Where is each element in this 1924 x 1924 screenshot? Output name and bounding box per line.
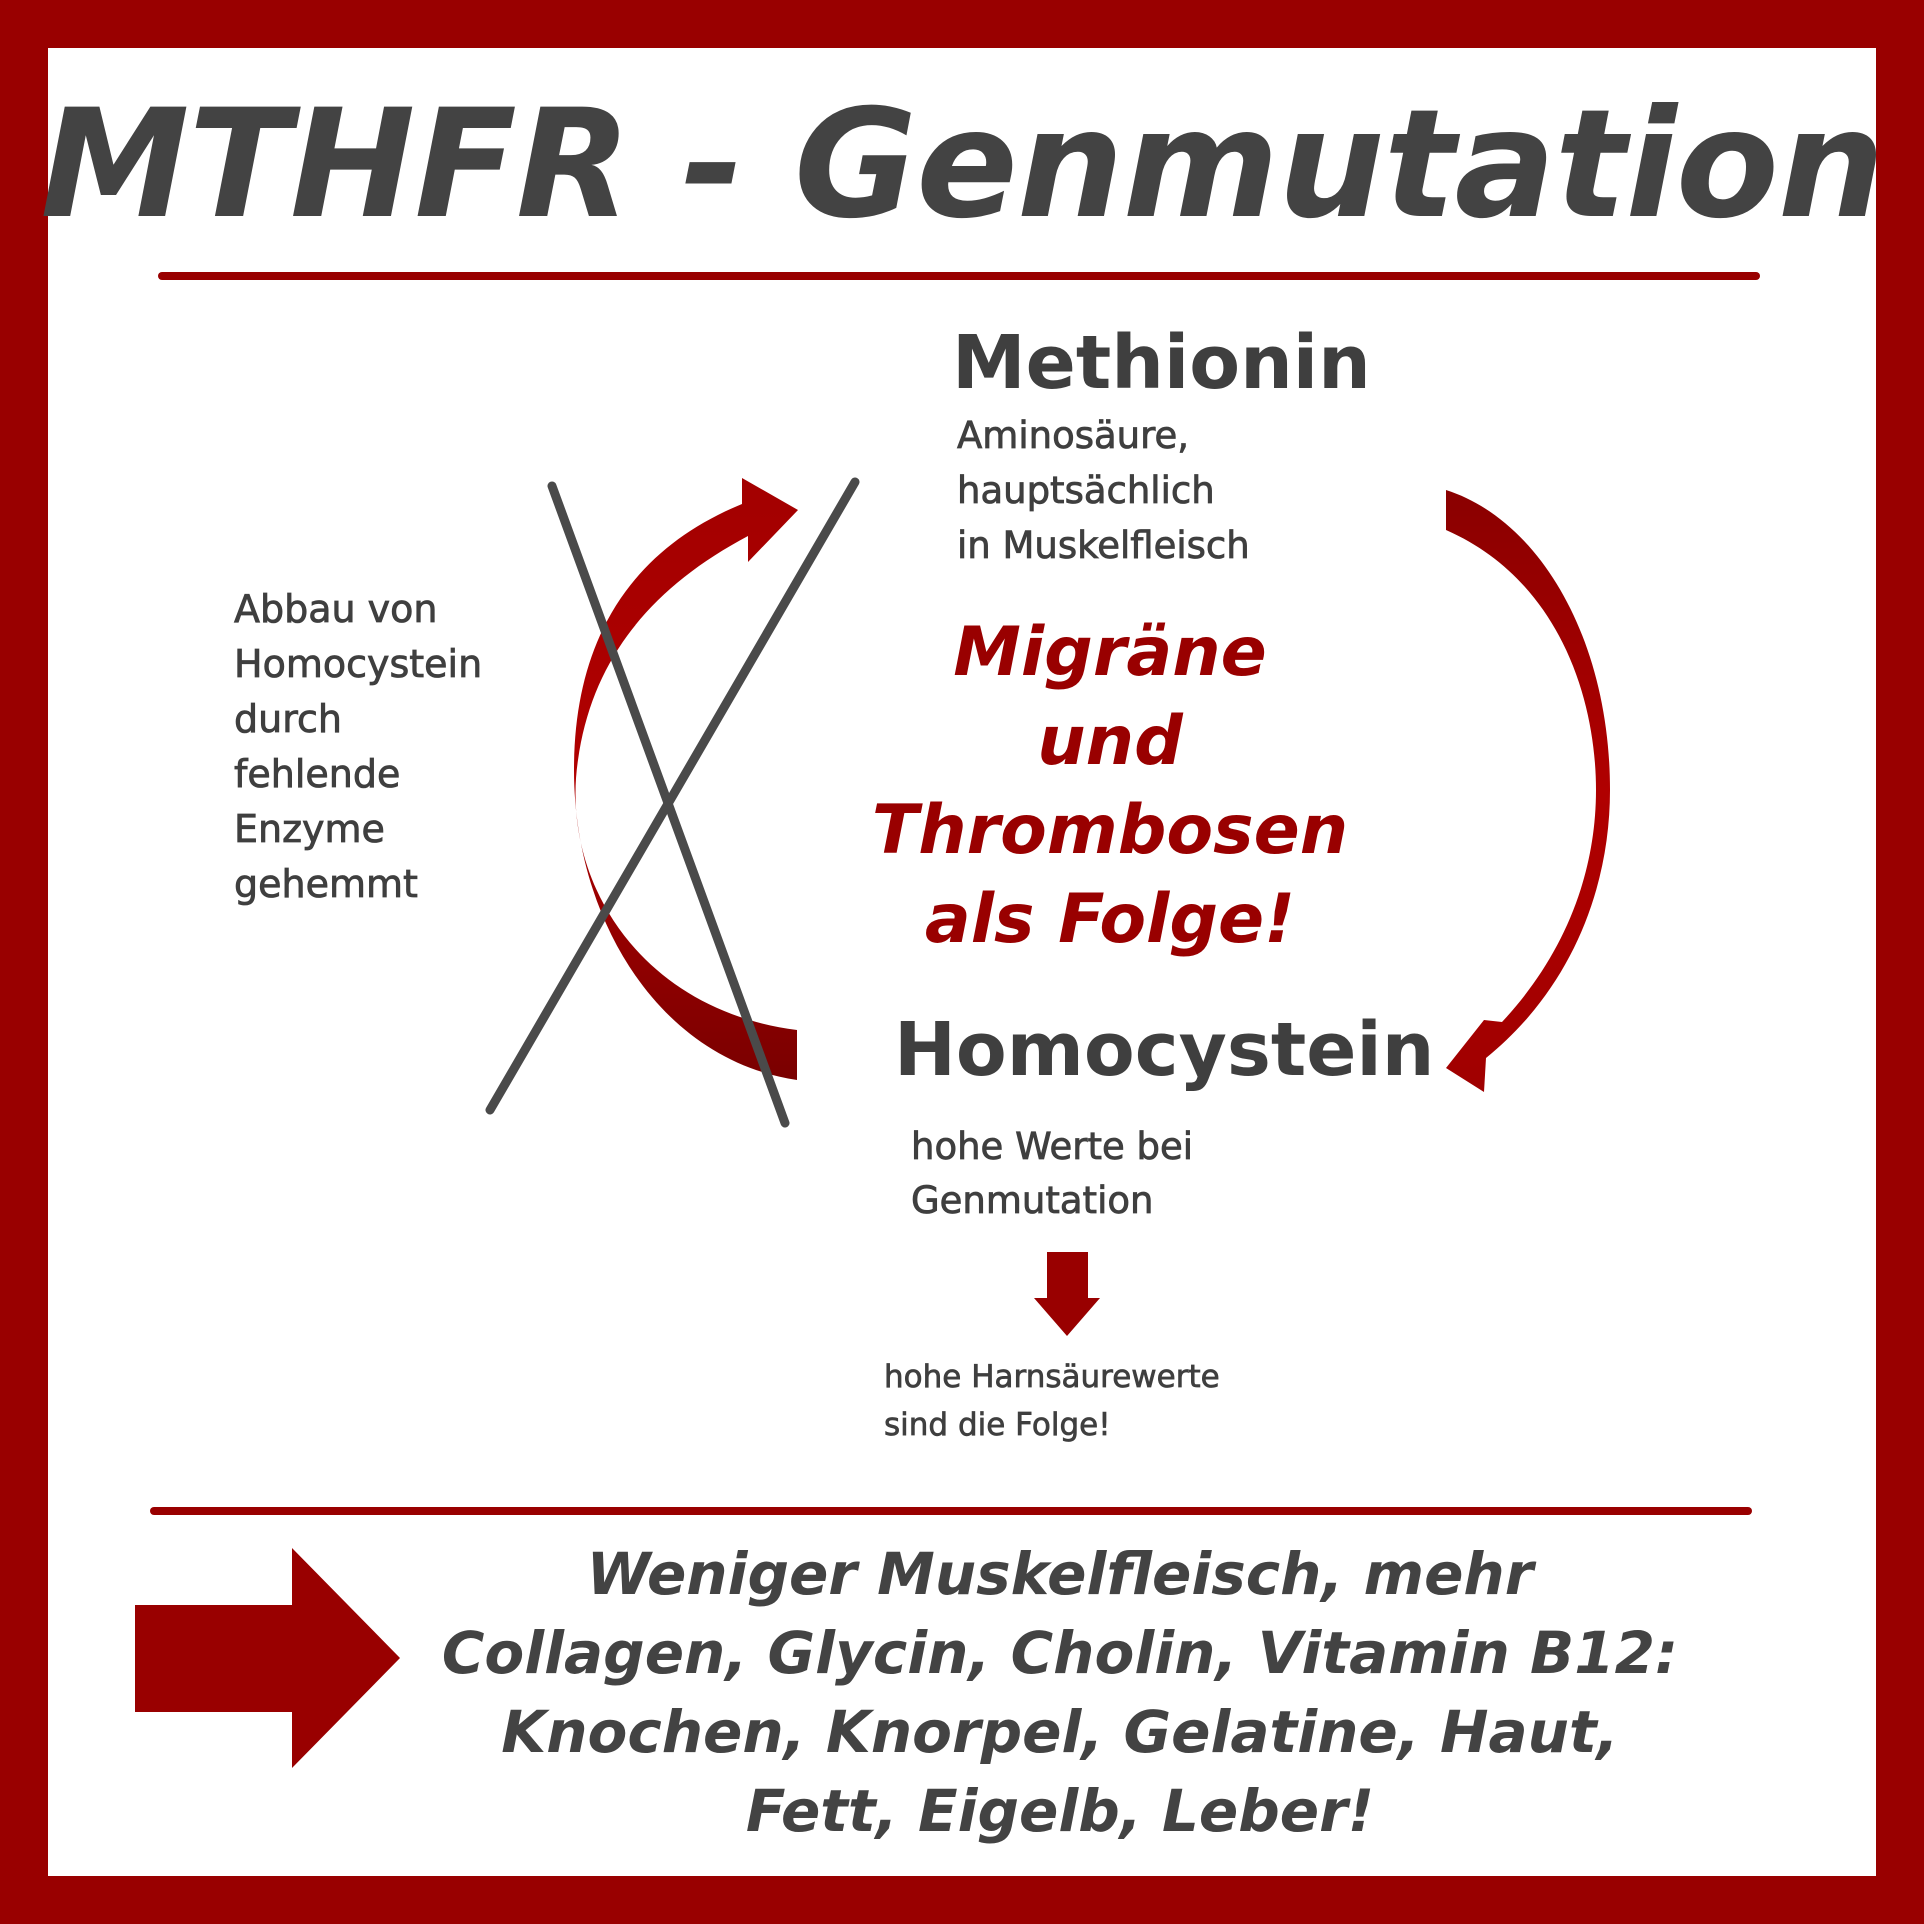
abbau-note-line: fehlende (234, 752, 401, 796)
abbau-note (234, 582, 482, 912)
abbau-note-line: Enzyme (234, 807, 385, 851)
harnsaeure-note (884, 1353, 1220, 1449)
harnsaeure-note-line: sind die Folge! (884, 1407, 1111, 1443)
homocystein-description (911, 1120, 1193, 1228)
right-arrow-icon (135, 1548, 400, 1768)
conclusion-text (430, 1535, 1690, 1851)
down-arrow-icon (1034, 1252, 1100, 1336)
consequence-headline (860, 608, 1360, 964)
conclusion-line: Collagen, Glycin, Cholin, Vitamin B12: (441, 1619, 1679, 1687)
methionin-description-line: Aminosäure, (957, 414, 1190, 457)
methionin-description-line: in Muskelfleisch (957, 524, 1250, 567)
abbau-note-line: durch (234, 697, 342, 741)
homocystein-description-line: hohe Werte bei (911, 1125, 1194, 1168)
conclusion-line: Weniger Muskelfleisch, mehr (586, 1540, 1534, 1608)
conclusion-divider (150, 1507, 1752, 1515)
abbau-note-line: gehemmt (234, 862, 418, 906)
homocystein-label: Homocystein (894, 1007, 1435, 1093)
harnsaeure-note-line: hohe Harnsäurewerte (884, 1359, 1220, 1395)
consequence-line: Thrombosen (871, 791, 1349, 870)
consequence-line: als Folge! (924, 880, 1296, 959)
conclusion-line: Fett, Eigelb, Leber! (745, 1777, 1375, 1845)
methionin-description (957, 408, 1250, 573)
consequence-line: und (1037, 702, 1183, 781)
conclusion-line: Knochen, Knorpel, Gelatine, Haut, (501, 1698, 1619, 1766)
consequence-line: Migräne (953, 613, 1267, 692)
abbau-note-line: Abbau von (234, 587, 438, 631)
page-title: MTHFR - Genmutation (40, 78, 1884, 252)
methionin-label: Methionin (952, 320, 1371, 406)
methionin-description-line: hauptsächlich (957, 469, 1215, 512)
homocystein-description-line: Genmutation (911, 1179, 1154, 1222)
abbau-note-line: Homocystein (234, 642, 483, 686)
cycle-arrow-right-icon (1446, 490, 1610, 1092)
